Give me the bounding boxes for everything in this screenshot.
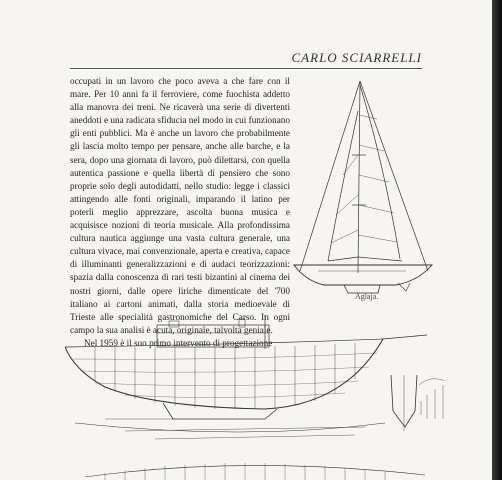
header-rule — [70, 68, 422, 69]
page-edge-shadow — [492, 0, 502, 480]
sail-plan-drawing — [288, 75, 438, 295]
running-header: CARLO SCIARRELLI — [291, 50, 422, 65]
figure-caption: Aglaja. — [355, 292, 379, 301]
body-text-column — [70, 75, 290, 350]
body-paragraph: Nel 1959 è il suo primo intervento di progettazione — [84, 337, 273, 348]
construction-plan-drawing — [65, 315, 457, 480]
body-paragraph: occupati in un lavoro che poco aveva a che fare con il mare. Per 10 anni fa il ferroviere, come fuochista addetto alla manovra dei treni. Ne ricaverà una serie di divertenti aneddoti e una radicata sfiducia nel modo in cui funzionano gli enti pubblici. Ma è anche un lavoro che probabilmente gli lascia molto tempo per pensare, anche alle barche, e la sera, dopo una giornata di lavoro, può dilettarsi, con quella autentica passione e quella libertà di pensiero che sono proprie solo degli autodidatti, nello studio: legge i classici attingendo alle fonti originali, imparando il latino per poterli meglio apprezzare, ascolta buona musica e acquisisce nozioni di teoria musicale. Alla profondissima cultura nautica aggiunge una vasta cultura generale, una cultura vivace, mai convenzionale, aperta e creativa, capace di illuminanti generalizzazioni e di audaci teorizzazioni: spazia dalla conoscenza di rari testi bizantini al cinema dei nostri giorni, dalle opere liriche dimenticate del '700 italiano ai cartoni animati, dalla storia medioevale di Trieste alle specialità gastronomiche del Carso. In ogni campo la sua analisi è acuta, originale, talvolta geniale. — [70, 76, 290, 335]
